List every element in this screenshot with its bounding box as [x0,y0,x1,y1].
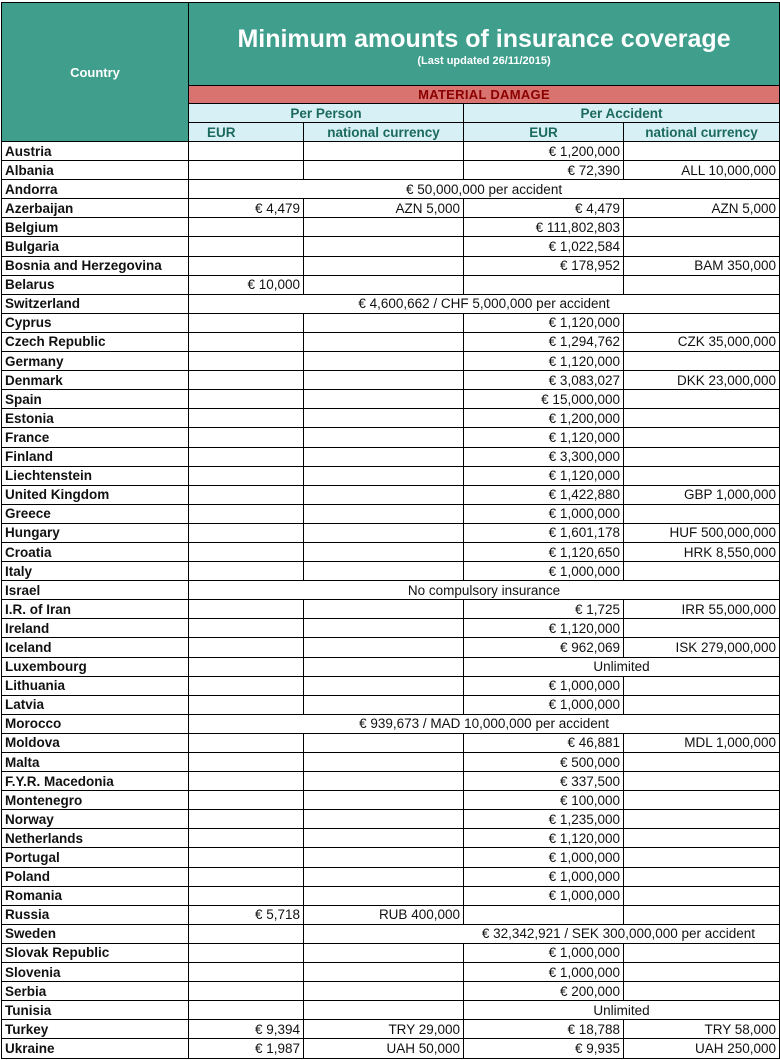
last-updated: (Last updated 26/11/2015) [417,55,551,67]
table-row [2,657,780,676]
per-person-national-header: national currency [304,123,464,142]
per-person-eur-cell: € 1,987 [189,1039,304,1058]
country-cell: Denmark [2,371,189,390]
country-cell: Malta [2,753,189,772]
per-person-national-cell: AZN 5,000 [304,199,464,218]
table-row [2,504,780,523]
table-row [2,523,780,542]
per-accident-national-cell [624,466,780,485]
country-cell: Norway [2,810,189,829]
per-accident-eur-cell [464,905,624,924]
per-person-eur-cell [189,982,304,1001]
per-accident-national-cell [624,142,780,161]
per-accident-national-cell [624,695,780,714]
per-accident-national-cell [624,810,780,829]
per-accident-eur-cell: € 1,120,000 [464,619,624,638]
per-accident-national-cell: IRR 55,000,000 [624,600,780,619]
per-accident-eur-cell: € 1,000,000 [464,695,624,714]
per-accident-national-cell [624,619,780,638]
table-row [2,447,780,466]
per-person-national-cell: UAH 50,000 [304,1039,464,1058]
per-accident-national-cell: ISK 279,000,000 [624,638,780,657]
per-person-national-cell [304,1001,464,1020]
per-accident-eur-cell: € 1,120,000 [464,428,624,447]
spanning-note-cell: No compulsory insurance [189,581,780,600]
per-person-eur-cell [189,1001,304,1020]
per-accident-eur-header: EUR [464,123,624,142]
table-body [2,142,780,1059]
per-person-eur-cell [189,428,304,447]
per-person-national-cell [304,485,464,504]
per-accident-eur-cell: € 1,235,000 [464,810,624,829]
country-cell: Moldova [2,733,189,752]
table-row [2,390,780,409]
per-person-eur-cell [189,390,304,409]
country-cell: Belarus [2,275,189,294]
per-person-eur-cell: € 10,000 [189,275,304,294]
table-row [2,409,780,428]
country-cell: Tunisia [2,1001,189,1020]
material-damage-band: MATERIAL DAMAGE [189,86,780,104]
per-accident-national-cell: MDL 1,000,000 [624,733,780,752]
per-accident-national-cell [624,352,780,371]
table-row [2,332,780,351]
per-person-eur-cell [189,638,304,657]
per-accident-national-cell: HUF 500,000,000 [624,523,780,542]
table-row [2,161,780,180]
per-accident-national-cell [624,829,780,848]
per-person-eur-cell [189,619,304,638]
country-cell: Slovenia [2,963,189,982]
country-cell: Serbia [2,982,189,1001]
table-row [2,829,780,848]
country-cell: Latvia [2,695,189,714]
per-accident-eur-cell: € 1,000,000 [464,562,624,581]
country-cell: Azerbaijan [2,199,189,218]
per-accident-eur-cell: € 4,479 [464,199,624,218]
per-person-eur-cell [189,142,304,161]
per-person-national-cell [304,772,464,791]
country-cell: Greece [2,504,189,523]
per-accident-national-cell [624,905,780,924]
spanning-note-cell: € 939,673 / MAD 10,000,000 per accident [189,714,780,733]
country-cell: Bulgaria [2,237,189,256]
per-accident-national-cell [624,772,780,791]
per-person-national-cell [304,371,464,390]
country-cell: Poland [2,867,189,886]
per-person-national-cell: TRY 29,000 [304,1020,464,1039]
per-person-eur-cell [189,676,304,695]
per-person-national-cell: RUB 400,000 [304,905,464,924]
per-accident-eur-cell: € 18,788 [464,1020,624,1039]
spanning-note-cell: € 50,000,000 per accident [189,180,780,199]
table-row [2,772,780,791]
per-accident-national-cell [624,963,780,982]
per-person-eur-header: EUR [189,123,304,142]
per-accident-national-cell: TRY 58,000 [624,1020,780,1039]
per-person-eur-cell [189,810,304,829]
country-cell: Lithuania [2,676,189,695]
per-person-eur-cell: € 9,394 [189,1020,304,1039]
per-accident-eur-cell: € 46,881 [464,733,624,752]
country-cell: Albania [2,161,189,180]
country-cell: Czech Republic [2,332,189,351]
per-person-national-cell [304,676,464,695]
country-cell: Ukraine [2,1039,189,1058]
table-row [2,963,780,982]
per-person-national-cell [304,428,464,447]
per-person-eur-cell [189,371,304,390]
per-accident-national-cell [624,409,780,428]
per-person-national-cell [304,409,464,428]
per-person-eur-cell [189,542,304,561]
table-row [2,982,780,1001]
per-accident-national-cell [624,753,780,772]
table-row [2,867,780,886]
per-person-national-cell [304,352,464,371]
per-person-national-cell [304,791,464,810]
per-person-national-cell [304,237,464,256]
table-row [2,1020,780,1039]
insurance-coverage-table [1,2,780,1059]
per-person-eur-cell [189,485,304,504]
table-row [2,810,780,829]
per-accident-national-header: national currency [624,123,780,142]
country-cell: Hungary [2,523,189,542]
per-person-national-cell [304,466,464,485]
country-cell: Slovak Republic [2,943,189,962]
per-person-national-cell [304,829,464,848]
per-person-national-cell [304,562,464,581]
per-accident-eur-cell: € 178,952 [464,256,624,275]
per-person-national-cell [304,867,464,886]
table-row [2,619,780,638]
country-cell: Spain [2,390,189,409]
per-accident-eur-cell: € 1,000,000 [464,848,624,867]
table-row [2,943,780,962]
per-accident-header: Per Accident [464,104,780,123]
per-accident-eur-cell: € 1,120,000 [464,829,624,848]
per-person-eur-cell [189,772,304,791]
table-row [2,237,780,256]
per-accident-eur-cell: € 1,000,000 [464,943,624,962]
country-cell: Bosnia and Herzegovina [2,256,189,275]
table-row [2,180,780,199]
per-accident-eur-cell: € 1,294,762 [464,332,624,351]
table-row [2,352,780,371]
per-person-eur-cell [189,829,304,848]
table-row [2,733,780,752]
per-accident-eur-cell: € 1,200,000 [464,142,624,161]
per-accident-eur-cell: € 500,000 [464,753,624,772]
per-accident-eur-cell: € 1,000,000 [464,867,624,886]
table-row [2,581,780,600]
table-row [2,886,780,905]
country-cell: Germany [2,352,189,371]
per-accident-national-cell [624,676,780,695]
country-cell: F.Y.R. Macedonia [2,772,189,791]
per-person-eur-cell [189,695,304,714]
table-row [2,753,780,772]
per-accident-national-cell [624,982,780,1001]
per-accident-eur-cell: € 1,120,000 [464,313,624,332]
per-person-national-cell [304,142,464,161]
spanning-note-cell: € 32,342,921 / SEK 300,000,000 per accident [304,924,780,943]
per-accident-eur-cell: € 1,120,000 [464,466,624,485]
per-accident-national-cell [624,562,780,581]
table-row [2,256,780,275]
per-person-national-cell [304,504,464,523]
per-accident-national-cell [624,390,780,409]
table-header [2,3,780,142]
per-accident-eur-cell: € 15,000,000 [464,390,624,409]
per-person-national-cell [304,447,464,466]
country-column-header: Country [2,3,189,142]
per-person-national-cell [304,275,464,294]
per-person-national-cell [304,963,464,982]
table-row [2,294,780,313]
per-person-eur-cell [189,504,304,523]
country-cell: Ireland [2,619,189,638]
per-person-national-cell [304,619,464,638]
country-cell: Andorra [2,180,189,199]
per-accident-national-cell: GBP 1,000,000 [624,485,780,504]
per-person-eur-cell [189,256,304,275]
table-row [2,562,780,581]
table-row [2,199,780,218]
table-row [2,600,780,619]
per-person-eur-cell [189,600,304,619]
per-person-national-cell [304,810,464,829]
per-person-national-cell [304,161,464,180]
per-accident-eur-cell: € 72,390 [464,161,624,180]
per-person-national-cell [304,695,464,714]
table-row [2,218,780,237]
per-person-national-cell [304,848,464,867]
per-person-national-cell [304,256,464,275]
per-accident-national-cell: DKK 23,000,000 [624,371,780,390]
country-cell: Italy [2,562,189,581]
country-cell: Switzerland [2,294,189,313]
country-cell: Morocco [2,714,189,733]
table-row [2,791,780,810]
spanning-note-cell: Unlimited [464,1001,780,1020]
per-accident-national-cell [624,447,780,466]
per-accident-eur-cell: € 111,802,803 [464,218,624,237]
per-accident-national-cell [624,867,780,886]
country-cell: Austria [2,142,189,161]
per-accident-eur-cell: € 1,601,178 [464,523,624,542]
per-person-eur-cell [189,523,304,542]
per-person-eur-cell [189,313,304,332]
per-person-national-cell [304,332,464,351]
country-cell: Portugal [2,848,189,867]
per-person-national-cell [304,943,464,962]
per-person-national-cell [304,390,464,409]
per-person-eur-cell [189,237,304,256]
country-cell: Netherlands [2,829,189,848]
table-row [2,275,780,294]
spanning-note-cell: € 4,600,662 / CHF 5,000,000 per accident [189,294,780,313]
per-person-eur-cell [189,963,304,982]
per-person-national-cell [304,886,464,905]
per-accident-eur-cell: € 1,120,000 [464,352,624,371]
per-person-national-cell [304,982,464,1001]
per-accident-national-cell [624,886,780,905]
per-person-national-cell [304,218,464,237]
country-cell: Belgium [2,218,189,237]
table-row [2,676,780,695]
per-accident-eur-cell: € 1,000,000 [464,504,624,523]
per-accident-national-cell [624,237,780,256]
country-cell: Sweden [2,924,189,943]
per-person-header: Per Person [189,104,464,123]
country-cell: Montenegro [2,791,189,810]
per-accident-national-cell [624,504,780,523]
per-accident-eur-cell: € 200,000 [464,982,624,1001]
per-accident-national-cell: BAM 350,000 [624,256,780,275]
per-person-eur-cell [189,943,304,962]
per-person-eur-cell [189,161,304,180]
per-accident-national-cell [624,943,780,962]
per-person-eur-cell [189,753,304,772]
per-accident-national-cell: UAH 250,000 [624,1039,780,1058]
per-accident-eur-cell: € 1,000,000 [464,886,624,905]
table-row [2,848,780,867]
country-cell: Russia [2,905,189,924]
country-cell: I.R. of Iran [2,600,189,619]
table-row [2,371,780,390]
per-accident-eur-cell: € 1,120,650 [464,542,624,561]
per-accident-national-cell [624,791,780,810]
table-row [2,714,780,733]
table-row [2,542,780,561]
country-cell: France [2,428,189,447]
per-person-eur-cell [189,867,304,886]
per-accident-national-cell: CZK 35,000,000 [624,332,780,351]
spanning-note-cell: Unlimited [464,657,780,676]
per-person-eur-cell [189,657,304,676]
country-cell: Cyprus [2,313,189,332]
per-accident-eur-cell: € 962,069 [464,638,624,657]
per-person-eur-cell [189,352,304,371]
per-person-eur-cell: € 4,479 [189,199,304,218]
table-row [2,142,780,161]
per-accident-eur-cell [464,275,624,294]
per-person-national-cell [304,542,464,561]
per-person-eur-cell [189,409,304,428]
per-person-national-cell [304,753,464,772]
per-accident-national-cell [624,428,780,447]
per-person-eur-cell [189,562,304,581]
per-accident-national-cell: AZN 5,000 [624,199,780,218]
table-row [2,924,780,943]
per-person-eur-cell [189,886,304,905]
per-accident-national-cell: HRK 8,550,000 [624,542,780,561]
country-cell: Iceland [2,638,189,657]
per-person-eur-cell [189,218,304,237]
per-accident-national-cell [624,848,780,867]
country-cell: Finland [2,447,189,466]
table-row [2,905,780,924]
per-person-national-cell [304,638,464,657]
table-row [2,695,780,714]
per-accident-eur-cell: € 100,000 [464,791,624,810]
country-cell: Luxembourg [2,657,189,676]
per-person-eur-cell [189,332,304,351]
per-accident-eur-cell: € 1,000,000 [464,963,624,982]
per-accident-eur-cell: € 1,000,000 [464,676,624,695]
per-person-national-cell [304,733,464,752]
per-accident-national-cell [624,218,780,237]
per-person-eur-cell [189,733,304,752]
per-person-national-cell [304,600,464,619]
per-person-eur-cell [189,466,304,485]
per-person-national-cell [304,523,464,542]
country-cell: Turkey [2,1020,189,1039]
country-cell: Romania [2,886,189,905]
per-accident-eur-cell: € 1,022,584 [464,237,624,256]
table-row [2,638,780,657]
table-row [2,428,780,447]
per-person-eur-cell [189,848,304,867]
table-row [2,1039,780,1058]
per-accident-eur-cell: € 3,083,027 [464,371,624,390]
per-accident-eur-cell: € 9,935 [464,1039,624,1058]
country-cell: United Kingdom [2,485,189,504]
per-person-eur-cell: € 5,718 [189,905,304,924]
table-row [2,313,780,332]
per-accident-national-cell [624,275,780,294]
page-title: Minimum amounts of insurance coverage [237,25,731,53]
country-cell: Israel [2,581,189,600]
per-accident-eur-cell: € 1,200,000 [464,409,624,428]
per-person-eur-cell [189,924,304,943]
per-accident-eur-cell: € 1,422,880 [464,485,624,504]
table-row [2,466,780,485]
table-row [2,485,780,504]
per-person-national-cell [304,313,464,332]
table-row [2,1001,780,1020]
per-person-eur-cell [189,791,304,810]
per-accident-eur-cell: € 3,300,000 [464,447,624,466]
country-cell: Croatia [2,542,189,561]
per-person-national-cell [304,657,464,676]
per-accident-eur-cell: € 337,500 [464,772,624,791]
country-cell: Liechtenstein [2,466,189,485]
country-cell: Estonia [2,409,189,428]
title-cell [189,3,780,86]
per-accident-national-cell: ALL 10,000,000 [624,161,780,180]
per-accident-national-cell [624,313,780,332]
per-accident-eur-cell: € 1,725 [464,600,624,619]
per-person-eur-cell [189,447,304,466]
